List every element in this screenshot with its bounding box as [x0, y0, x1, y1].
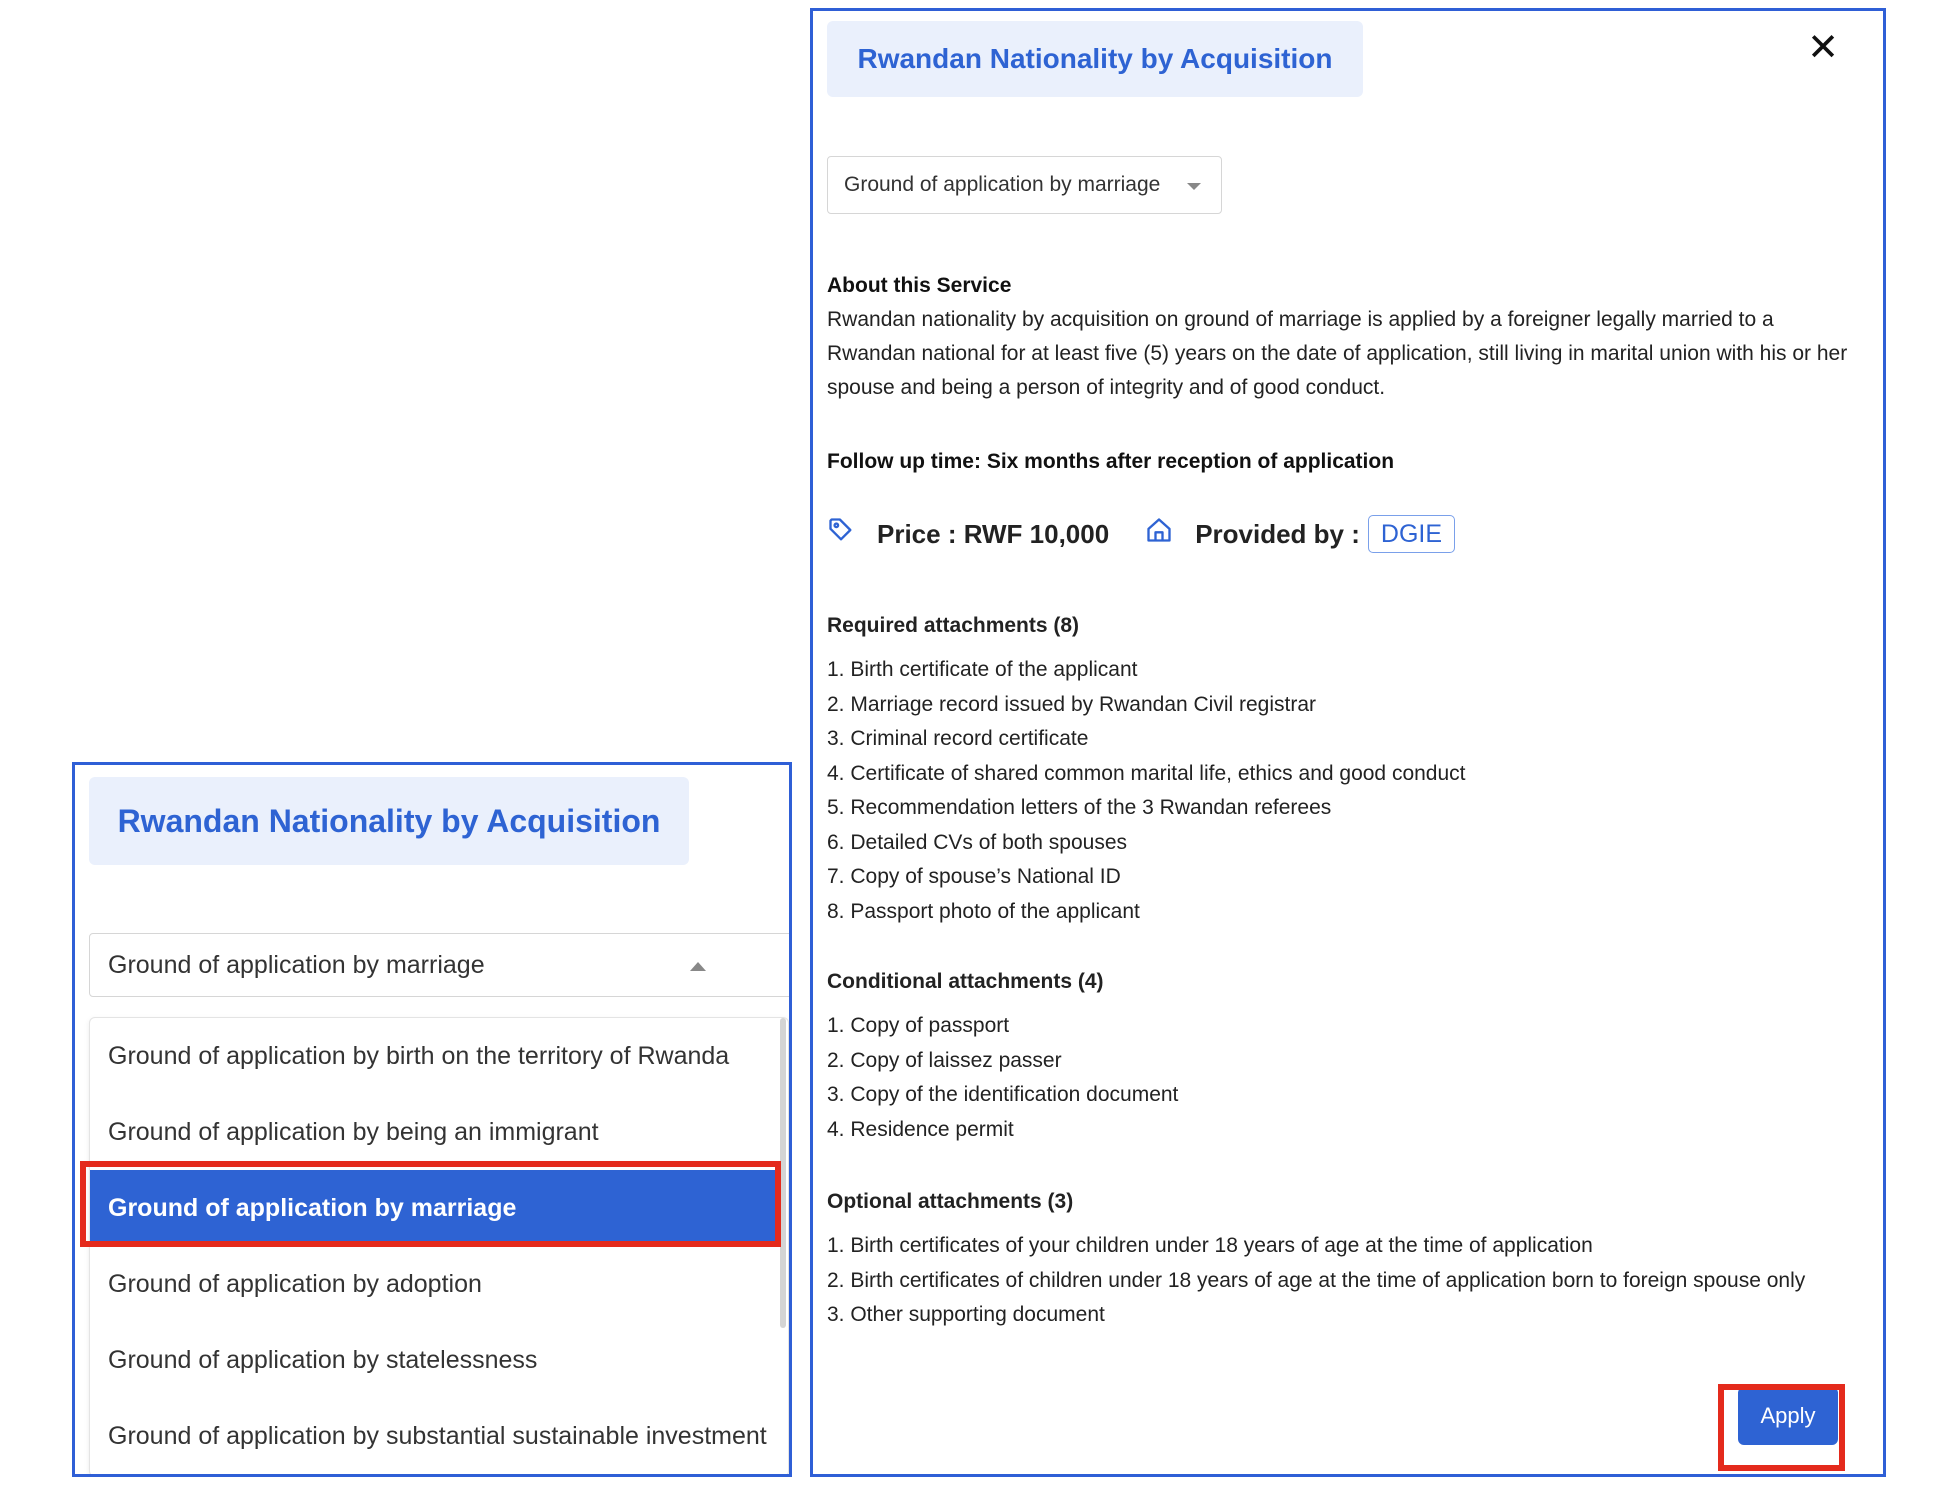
service-title: Rwandan Nationality by Acquisition — [827, 21, 1363, 97]
close-icon[interactable]: ✕ — [1807, 27, 1839, 69]
price-label: Price : RWF 10,000 — [877, 519, 1110, 549]
ground-select[interactable] — [89, 933, 792, 997]
required-heading: Required attachments (8) — [827, 614, 1080, 637]
provided-by-label: Provided by : — [1195, 519, 1360, 549]
provider-badge[interactable]: DGIE — [1368, 515, 1455, 553]
optional-heading: Optional attachments (3) — [827, 1190, 1074, 1213]
list-item: 1. Copy of passport — [827, 1014, 1010, 1037]
building-icon — [1145, 516, 1195, 552]
tag-icon — [827, 516, 877, 552]
list-item: 6. Detailed CVs of both spouses — [827, 830, 1128, 854]
service-title: Rwandan Nationality by Acquisition — [89, 777, 689, 865]
ground-select[interactable] — [827, 156, 1222, 214]
chevron-up-icon — [690, 962, 706, 971]
list-item: 7. Copy of spouse’s National ID — [827, 865, 1121, 888]
option-immigrant[interactable]: Ground of application by being an immigrant — [108, 1117, 599, 1146]
dropdown-list — [89, 1017, 789, 1477]
list-item: 4. Residence permit — [827, 1117, 1014, 1141]
list-item: 3. Criminal record certificate — [827, 727, 1089, 750]
required-attachments — [827, 609, 1466, 929]
option-birth-territory[interactable]: Ground of application by birth on the territory of Rwanda — [108, 1041, 730, 1070]
select-value: Ground of application by marriage — [108, 950, 485, 979]
select-value: Ground of application by marriage — [844, 173, 1161, 196]
follow-up-time: Follow up time: Six months after reception of application — [827, 450, 1395, 473]
list-item: 4. Certificate of shared common marital life, ethics and good conduct — [827, 761, 1466, 785]
list-item: 3. Copy of the identification document — [827, 1083, 1179, 1106]
list-item: 8. Passport photo of the applicant — [827, 899, 1140, 923]
option-statelessness[interactable]: Ground of application by statelessness — [108, 1345, 538, 1374]
option-investment[interactable]: Ground of application by substantial sustainable investment — [108, 1421, 767, 1450]
optional-attachments — [827, 1185, 1857, 1333]
price-row — [827, 515, 1455, 553]
list-item: 1. Birth certificate of the applicant — [827, 658, 1138, 681]
list-item: 2. Marriage record issued by Rwandan Civil registrar — [827, 692, 1317, 716]
list-item: 2. Birth certificates of children under 18 years of age at the time of application born to foreign spouse only — [827, 1268, 1806, 1292]
conditional-attachments — [827, 965, 1178, 1147]
highlight-apply-button — [1718, 1384, 1845, 1471]
about-text: Rwandan nationality by acquisition on ground of marriage is applied by a foreigner legally married to a Rwandan national for at least five (5) years on the date of application, still living in marital union with his or her spouse and being a person of integrity and of good conduct. — [827, 308, 1848, 399]
option-marriage[interactable]: Ground of application by marriage — [90, 1170, 780, 1246]
service-content — [827, 269, 1857, 1326]
list-item: 3. Other supporting document — [827, 1303, 1105, 1326]
chevron-down-icon — [1187, 183, 1201, 190]
conditional-heading: Conditional attachments (4) — [827, 970, 1104, 993]
list-item: 2. Copy of laissez passer — [827, 1048, 1062, 1072]
about-heading: About this Service — [827, 274, 1012, 297]
dropdown-panel — [72, 762, 792, 1477]
apply-button[interactable]: Apply — [1738, 1387, 1838, 1445]
highlight-marriage-option — [80, 1161, 781, 1247]
service-detail-panel — [810, 8, 1886, 1477]
list-item: 1. Birth certificates of your children under 18 years of age at the time of application — [827, 1234, 1593, 1257]
option-adoption[interactable]: Ground of application by adoption — [108, 1269, 482, 1298]
list-item: 5. Recommendation letters of the 3 Rwandan referees — [827, 796, 1332, 819]
